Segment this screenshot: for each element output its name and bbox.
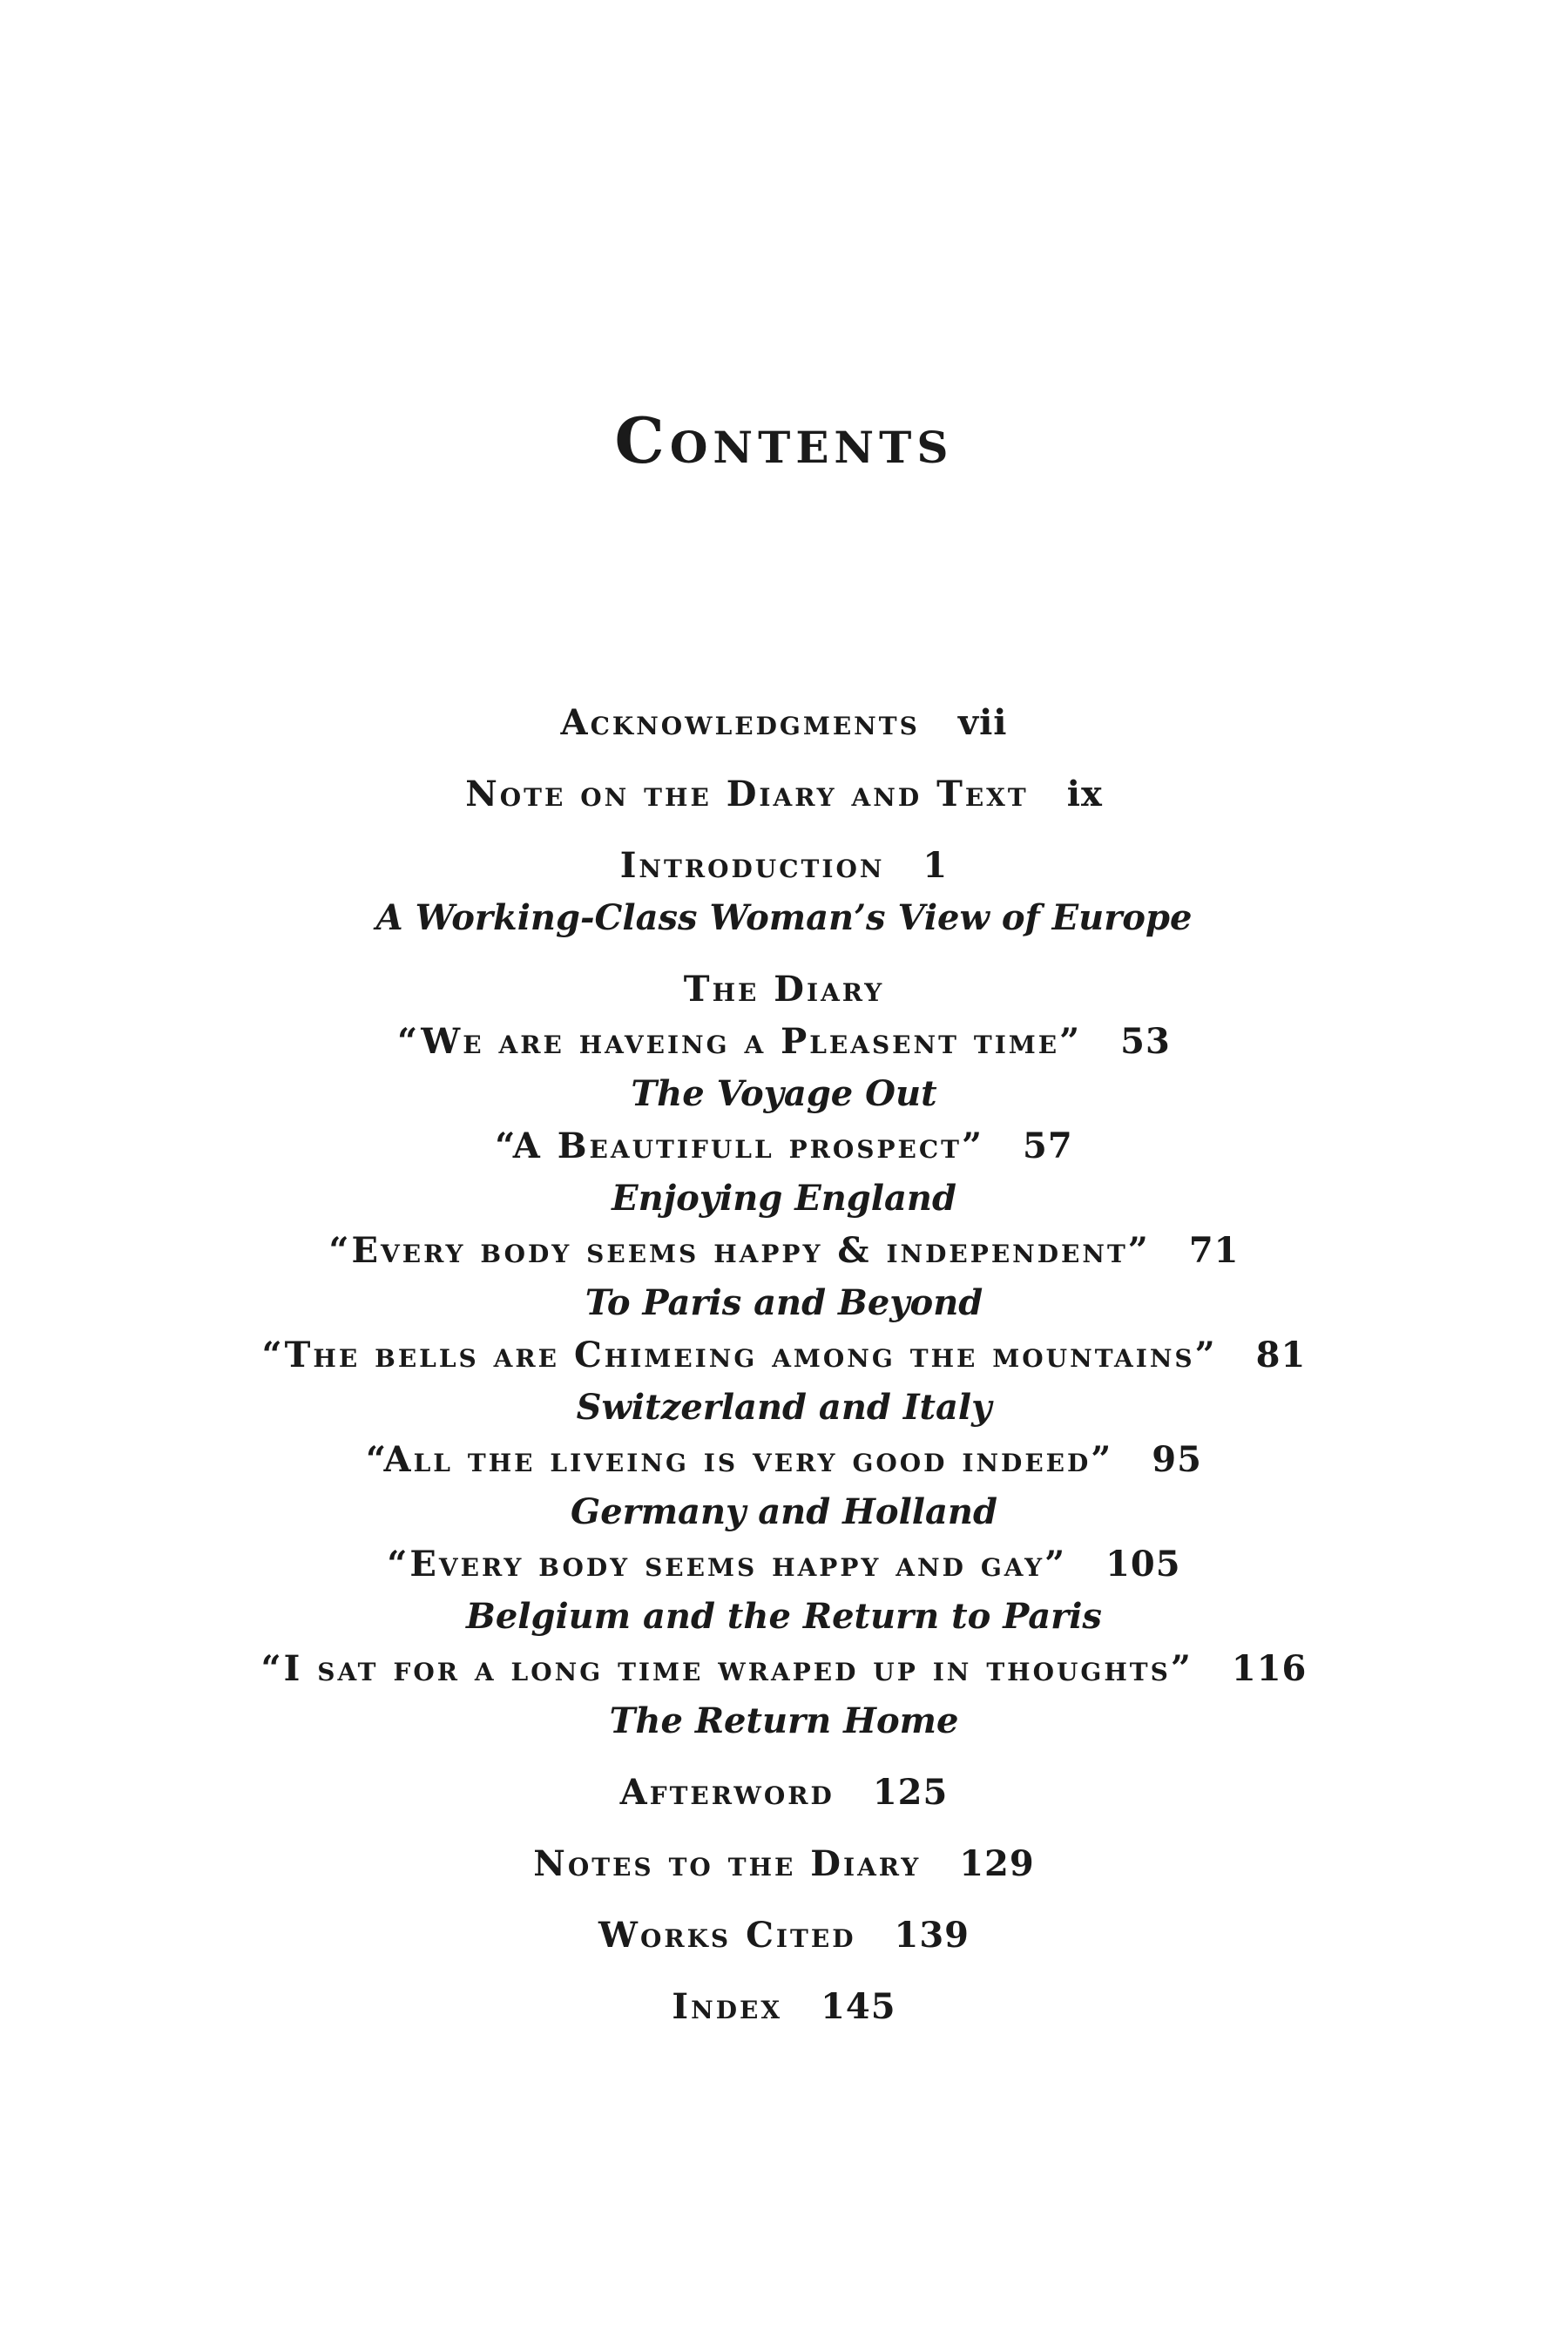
entry-subtitle: Switzerland and Italy	[576, 1387, 992, 1428]
entry-label: Notes to the Diary	[533, 1843, 922, 1884]
entry-label: “All the liveing is very good indeed”	[366, 1439, 1114, 1480]
entry-page-number: 116	[1231, 1648, 1308, 1689]
entry-label: Introduction	[619, 845, 885, 886]
toc-entry-voyage-out	[0, 1016, 1568, 1120]
entry-label: “Every body seems happy and gay”	[387, 1544, 1068, 1585]
entry-page-number: 53	[1120, 1021, 1171, 1062]
entry-label: Acknowledgments	[560, 702, 920, 743]
page-title: Contents	[614, 403, 954, 477]
entry-label: “I sat for a long time wraped up in thoughts”	[260, 1648, 1193, 1689]
toc-entry-return-home	[0, 1643, 1568, 1747]
entry-label: “A Beautifull prospect”	[495, 1125, 985, 1166]
entry-page-number: 145	[821, 1986, 896, 2027]
toc-entry-the-diary	[0, 963, 1568, 1016]
entry-subtitle: Belgium and the Return to Paris	[466, 1596, 1102, 1637]
entry-page-number: 129	[959, 1843, 1035, 1884]
entry-subtitle: The Return Home	[609, 1700, 959, 1741]
entry-page-number: 57	[1023, 1125, 1073, 1166]
entry-label: “The bells are Chimeing among the mountains”	[261, 1335, 1218, 1375]
toc-entry-afterword	[0, 1767, 1568, 1819]
toc-entry-belgium	[0, 1538, 1568, 1643]
entry-label: “Every body seems happy & independent”	[328, 1230, 1151, 1271]
toc-entry-notes	[0, 1838, 1568, 1890]
entry-label: “We are haveing a Pleasent time”	[397, 1021, 1083, 1062]
table-of-contents	[0, 697, 1568, 2033]
toc-entry-germany-holland	[0, 1434, 1568, 1538]
entry-label: Index	[672, 1986, 783, 2027]
entry-subtitle: To Paris and Beyond	[585, 1282, 983, 1323]
entry-page-number: ix	[1066, 774, 1103, 814]
entry-subtitle: Germany and Holland	[571, 1491, 997, 1532]
entry-page-number: 125	[872, 1772, 949, 1813]
entry-page-number: 139	[894, 1915, 970, 1956]
entry-label: Works Cited	[598, 1915, 856, 1956]
toc-entry-to-paris	[0, 1225, 1568, 1329]
entry-subtitle: A Working-Class Woman’s View of Europe	[375, 897, 1193, 938]
entry-label: The Diary	[683, 969, 885, 1010]
toc-entry-acknowledgments	[0, 697, 1568, 749]
entry-label: Note on the Diary and Text	[465, 774, 1029, 814]
entry-subtitle: The Voyage Out	[631, 1073, 937, 1114]
entry-subtitle: Enjoying England	[612, 1178, 956, 1219]
entry-page-number: 1	[923, 845, 949, 886]
toc-entry-note-on-diary	[0, 768, 1568, 821]
toc-entry-enjoying-england	[0, 1120, 1568, 1225]
entry-page-number: 95	[1152, 1439, 1202, 1480]
toc-entry-switzerland-italy	[0, 1329, 1568, 1434]
entry-page-number: 81	[1255, 1335, 1307, 1375]
entry-page-number: 105	[1105, 1544, 1181, 1585]
toc-entry-works-cited	[0, 1909, 1568, 1962]
toc-entry-introduction	[0, 840, 1568, 944]
toc-entry-index	[0, 1981, 1568, 2033]
entry-page-number: vii	[957, 702, 1008, 743]
entry-page-number: 71	[1188, 1230, 1240, 1271]
entry-label: Afterword	[619, 1772, 835, 1813]
